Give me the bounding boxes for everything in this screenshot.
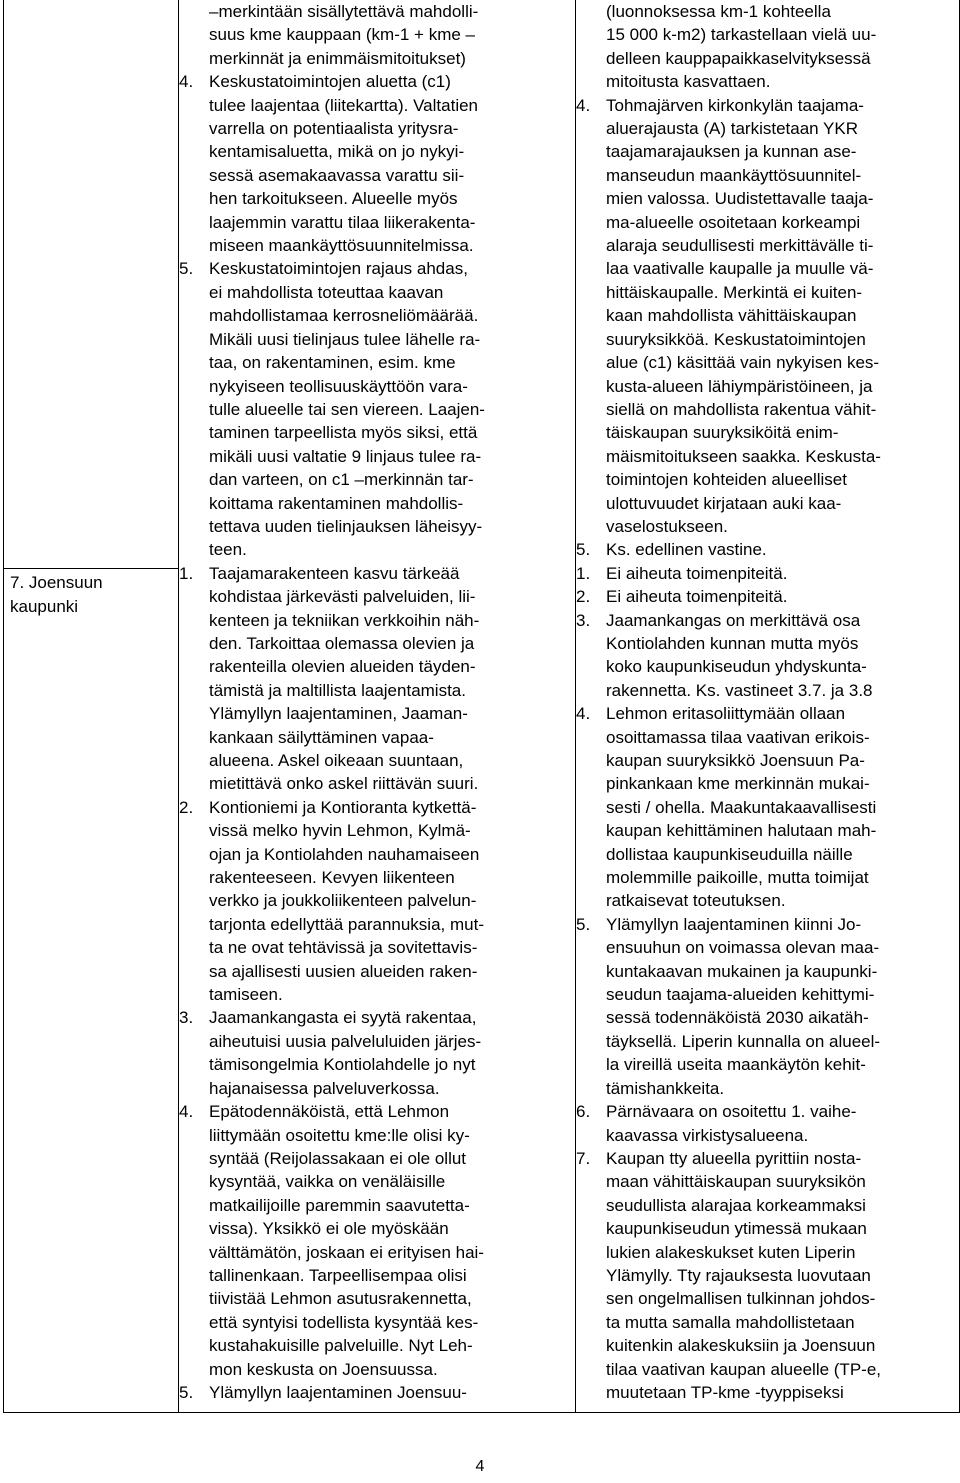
- text-line: [576, 1100, 959, 1123]
- text-line: [179, 187, 575, 210]
- text-line: [576, 1334, 959, 1357]
- line-text: koittama rakentaminen mahdollis-: [209, 493, 464, 513]
- row-label-line2: kaupunki: [10, 597, 79, 616]
- line-text: välttämätön, joskaan ei erityisen hai-: [209, 1242, 484, 1262]
- text-line: [179, 164, 575, 187]
- line-text: Ks. edellinen vastine.: [606, 540, 767, 560]
- text-line: [179, 913, 575, 936]
- text-line: [179, 94, 575, 117]
- line-text: kaavassa virkistysalueena.: [606, 1125, 809, 1145]
- text-line: [576, 1264, 959, 1287]
- response-cell: [576, 0, 960, 1413]
- line-text: kaan mahdollista vähittäiskaupan: [606, 306, 857, 326]
- text-line: [179, 281, 575, 304]
- item-number: 6.: [576, 1102, 591, 1122]
- line-text: kohdistaa järkevästi palveluiden, lii-: [209, 587, 476, 607]
- line-text: kaupan kehittäminen halutaan mah-: [606, 821, 877, 841]
- line-text: Kontiolahden kunnan mutta myös: [606, 633, 859, 653]
- text-line: [179, 328, 575, 351]
- line-text: ojan ja Kontiolahden nauhamaiseen: [209, 844, 480, 864]
- line-text: taa, on rakentaminen, esim. kme: [209, 353, 456, 373]
- text-line: [576, 140, 959, 163]
- text-line: [179, 538, 575, 561]
- text-line: [179, 796, 575, 819]
- line-text: alueena. Askel oikeaan suuntaan,: [209, 751, 464, 770]
- line-text: molemmille paikoille, mutta toimijat: [606, 868, 869, 888]
- text-line: [179, 562, 575, 585]
- line-text: tämistä ja maltillista laajentamista.: [209, 680, 466, 700]
- text-line: [179, 1053, 575, 1076]
- item-number: 2.: [576, 587, 591, 607]
- text-line: [576, 515, 959, 538]
- text-line: [179, 0, 575, 23]
- line-text: kysyntää, vaikka on venäläisille: [209, 1172, 446, 1192]
- line-text: kenteen ja tekniikan verkkoihin näh-: [209, 610, 480, 630]
- text-line: [576, 1147, 959, 1170]
- line-text: syntää (Reijolassakaan ei ole ollut: [209, 1148, 467, 1168]
- line-text: Pärnävaara on osoitettu 1. vaihe-: [606, 1102, 857, 1122]
- line-text: että syntyisi todellista kysyntää kes-: [209, 1312, 479, 1332]
- text-line: [576, 257, 959, 280]
- text-line: [576, 468, 959, 491]
- row-label-line1: 7. Joensuun: [10, 573, 103, 592]
- text-line: [576, 632, 959, 655]
- text-line: [576, 562, 959, 585]
- text-line: [576, 749, 959, 772]
- item-number: 4.: [576, 95, 591, 115]
- line-text: Keskustatoimintojen aluetta (c1): [209, 72, 451, 92]
- line-text: ratkaisevat toteutuksen.: [606, 891, 786, 911]
- text-line: [179, 819, 575, 842]
- line-text: Keskustatoimintojen rajaus ahdas,: [209, 259, 468, 279]
- item-number: 5.: [576, 914, 591, 934]
- text-line: [179, 772, 575, 795]
- statement-cell: [179, 0, 576, 1413]
- line-text: sessä asemakaavassa varattu sii-: [209, 165, 465, 185]
- text-line: [576, 609, 959, 632]
- text-line: [179, 23, 575, 46]
- line-text: aluerajausta (A) tarkistetaan YKR: [606, 119, 858, 139]
- text-line: [576, 1006, 959, 1029]
- text-line: [179, 515, 575, 538]
- line-text: varrella on potentiaalista yritysra-: [209, 119, 459, 139]
- text-line: [576, 936, 959, 959]
- text-line: [576, 679, 959, 702]
- line-text: kusta-alueen lähiympäristöineen, ja: [606, 376, 873, 396]
- text-line: [179, 585, 575, 608]
- line-text: –merkintään sisällytettävä mahdolli-: [209, 2, 479, 21]
- line-text: vissä melko hyvin Lehmon, Kylmä-: [209, 821, 471, 841]
- item-number: 5.: [576, 540, 591, 560]
- text-line: [576, 819, 959, 842]
- line-text: muutetaan TP-kme -tyyppiseksi: [606, 1382, 844, 1402]
- text-line: [179, 936, 575, 959]
- text-line: [179, 1358, 575, 1381]
- text-line: [179, 398, 575, 421]
- line-text: teen.: [209, 540, 247, 560]
- text-line: [576, 1194, 959, 1217]
- line-text: 15 000 k-m2) tarkastellaan vielä uu-: [606, 25, 877, 45]
- text-line: [576, 960, 959, 983]
- text-line: [576, 70, 959, 93]
- line-text: seudullista alarajaa korkeammaksi: [606, 1195, 866, 1215]
- text-line: [179, 843, 575, 866]
- statement-previous-part: [179, 0, 575, 562]
- text-line: [576, 421, 959, 444]
- text-line: [576, 211, 959, 234]
- line-text: mon keskusta on Joensuussa.: [209, 1359, 438, 1379]
- line-text: Taajamarakenteen kasvu tärkeää: [209, 563, 460, 583]
- text-line: [576, 1381, 959, 1404]
- line-text: tiivistää Lehmon asutusrakennetta,: [209, 1289, 472, 1309]
- text-line: [179, 421, 575, 444]
- text-line: [576, 492, 959, 515]
- text-line: [179, 1334, 575, 1357]
- text-line: [576, 1077, 959, 1100]
- line-text: sen ongelmallisen tulkinnan johdos-: [606, 1289, 876, 1309]
- line-text: manseudun maankäyttösuunnitel-: [606, 165, 862, 185]
- line-text: mäismitoitukseen saakka. Keskusta-: [606, 446, 881, 466]
- text-line: [179, 1006, 575, 1029]
- text-line: [576, 281, 959, 304]
- text-line: [179, 375, 575, 398]
- text-line: [576, 1053, 959, 1076]
- response-joensuu: [576, 562, 959, 1405]
- item-number: 1.: [576, 563, 591, 583]
- line-text: mahdollistamaa kerrosneliömäärää.: [209, 306, 479, 326]
- line-text: suus kme kauppaan (km-1 + kme –: [209, 25, 475, 45]
- line-text: aiheutuisi uusia palveluluiden järjes-: [209, 1031, 482, 1051]
- page-number: 4: [475, 1458, 485, 1475]
- text-line: [179, 1217, 575, 1240]
- text-line: [576, 1311, 959, 1334]
- line-text: matkailijoille paremmin saavutetta-: [209, 1195, 470, 1215]
- text-line: [576, 866, 959, 889]
- text-line: [179, 889, 575, 912]
- line-text: tämisongelmia Kontiolahdelle jo nyt: [209, 1055, 476, 1075]
- line-text: delleen kauppapaikkaselvityksessä: [606, 48, 871, 68]
- line-text: tamiseen.: [209, 985, 283, 1005]
- text-line: [576, 164, 959, 187]
- line-text: miseen maankäyttösuunnitelmissa.: [209, 236, 474, 256]
- line-text: seudun taajama-alueiden kehittymi-: [606, 985, 875, 1005]
- text-line: [576, 983, 959, 1006]
- line-text: osoittamassa tilaa vaativan erikois-: [606, 727, 870, 747]
- line-text: Ylämyllyn laajentaminen kiinni Jo-: [606, 914, 862, 934]
- text-line: [179, 1147, 575, 1170]
- text-line: [179, 304, 575, 327]
- line-text: suuryksikköä. Keskustatoimintojen: [606, 329, 866, 349]
- line-text: Ylämyllyn laajentaminen Joensuu-: [209, 1382, 467, 1402]
- text-line: [576, 538, 959, 561]
- text-line: [179, 726, 575, 749]
- line-text: rakenteeseen. Kevyen liikenteen: [209, 868, 455, 888]
- line-text: täiskaupan suuryksiköitä enim-: [606, 423, 839, 443]
- line-text: liittymään osoitettu kme:lle olisi ky-: [209, 1125, 470, 1145]
- line-text: tulee laajentaa (liitekartta). Valtatien: [209, 95, 479, 115]
- line-text: tarjonta edellyttää parannuksia, mut-: [209, 914, 484, 934]
- line-text: Jaamankangas on merkittävä osa: [606, 610, 861, 630]
- line-text: vaselostukseen.: [606, 516, 728, 536]
- line-text: alue (c1) käsittää vain nykyisen kes-: [606, 353, 880, 373]
- text-line: [179, 47, 575, 70]
- line-text: Jaamankangasta ei syytä rakentaa,: [209, 1008, 477, 1028]
- line-text: vissa). Yksikkö ei ole myöskään: [209, 1219, 449, 1239]
- text-line: [576, 1170, 959, 1193]
- line-text: mikäli uusi valtatie 9 linjaus tulee ra-: [209, 446, 482, 466]
- text-line: [179, 1124, 575, 1147]
- text-line: [179, 632, 575, 655]
- line-text: ma-alueelle osoitetaan korkeampi: [606, 212, 861, 232]
- line-text: kaupunkiseudun ytimessä mukaan: [606, 1219, 867, 1239]
- line-text: kuntakaavan mukainen ja kaupunki-: [606, 961, 878, 981]
- text-line: [179, 351, 575, 374]
- line-text: mietittävä onko askel riittävän suuri.: [209, 774, 479, 794]
- line-text: merkinnät ja enimmäismitoitukset): [209, 48, 466, 68]
- text-line: [179, 983, 575, 1006]
- line-text: tettava uuden tielinjauksen läheisyy-: [209, 516, 483, 536]
- item-number: 4.: [576, 704, 591, 724]
- text-line: [179, 70, 575, 93]
- line-text: verkko ja joukkoliikenteen palvelun-: [209, 891, 477, 911]
- line-text: rakennetta. Ks. vastineet 3.7. ja 3.8: [606, 680, 873, 700]
- text-line: [576, 889, 959, 912]
- text-line: [576, 117, 959, 140]
- line-text: kuitenkin alakeskuksiin ja Joensuun: [606, 1336, 876, 1356]
- text-line: [576, 234, 959, 257]
- text-line: [576, 1217, 959, 1240]
- line-text: (luonnoksessa km-1 kohteella: [606, 2, 831, 21]
- line-text: tulle alueelle tai sen viereen. Laajen-: [209, 399, 485, 419]
- text-line: [576, 1358, 959, 1381]
- line-text: Lehmon eritasoliittymään ollaan: [606, 704, 846, 724]
- item-number: 7.: [576, 1148, 591, 1168]
- line-text: tämishankkeita.: [606, 1078, 725, 1098]
- item-number: 3.: [179, 1008, 194, 1028]
- line-text: ta mutta samalla mahdollistetaan: [606, 1312, 855, 1332]
- text-line: [576, 1287, 959, 1310]
- text-line: [576, 304, 959, 327]
- text-line: [179, 1311, 575, 1334]
- item-number: 1.: [179, 563, 194, 583]
- text-line: [576, 796, 959, 819]
- text-line: [179, 1077, 575, 1100]
- text-line: [179, 702, 575, 725]
- line-text: maan vähittäiskaupan suuryksikön: [606, 1172, 866, 1192]
- line-text: kentamisaluetta, mikä on jo nykyi-: [209, 142, 465, 162]
- line-text: kustahakuisille palveluille. Nyt Leh-: [209, 1336, 473, 1356]
- line-text: ensuuhun on voimassa olevan maa-: [606, 938, 880, 958]
- line-text: sessä todennäköistä 2030 aikatäh-: [606, 1008, 869, 1028]
- text-line: [179, 445, 575, 468]
- text-line: [576, 375, 959, 398]
- line-text: tallinenkaan. Tarpeellisempaa olisi: [209, 1265, 467, 1285]
- line-text: den. Tarkoittaa olemassa olevien ja: [209, 633, 475, 653]
- line-text: dollistaa kaupunkiseuduilla näille: [606, 844, 853, 864]
- text-line: [179, 1241, 575, 1264]
- line-text: Ei aiheuta toimenpiteitä.: [606, 563, 788, 583]
- line-text: taminen tarpeellista myös siksi, että: [209, 423, 478, 443]
- line-text: kankaan säilyttäminen vapaa-: [209, 727, 434, 747]
- text-line: [179, 960, 575, 983]
- item-number: 2.: [179, 797, 194, 817]
- text-line: [179, 468, 575, 491]
- line-text: ei mahdollista toteuttaa kaavan: [209, 282, 444, 302]
- text-line: [576, 328, 959, 351]
- item-number: 5.: [179, 1382, 194, 1402]
- response-previous-part: [576, 0, 959, 562]
- text-line: [179, 609, 575, 632]
- line-text: toimintojen kohteiden alueelliset: [606, 470, 847, 490]
- text-line: [576, 351, 959, 374]
- line-text: dan varteen, on c1 –merkinnän tar-: [209, 470, 474, 490]
- item-number: 4.: [179, 72, 194, 92]
- text-line: [179, 492, 575, 515]
- line-text: Ei aiheuta toimenpiteitä.: [606, 587, 788, 607]
- text-line: [576, 913, 959, 936]
- line-text: la vireillä useita maankäytön kehit-: [606, 1055, 866, 1075]
- line-text: hen tarkoitukseen. Alueelle myös: [209, 189, 458, 209]
- line-text: nykyiseen teollisuuskäyttöön vara-: [209, 376, 468, 396]
- line-text: taajamarajauksen ja kunnan ase-: [606, 142, 857, 162]
- line-text: lukien alakeskukset kuten Liperin: [606, 1242, 856, 1262]
- text-line: [576, 772, 959, 795]
- text-line: [576, 655, 959, 678]
- text-line: [179, 749, 575, 772]
- line-text: mien valossa. Uudistettavalle taaja-: [606, 189, 874, 209]
- text-line: [576, 0, 959, 23]
- line-text: rakenteilla olevien alueiden täyden-: [209, 657, 476, 677]
- text-line: [576, 1124, 959, 1147]
- text-line: [179, 1264, 575, 1287]
- line-text: laajemmin varattu tilaa liikerakenta-: [209, 212, 476, 232]
- item-number: 4.: [179, 1102, 194, 1122]
- text-line: [576, 843, 959, 866]
- line-text: täyksellä. Liperin kunnalla on alueel-: [606, 1031, 881, 1051]
- text-line: [179, 1287, 575, 1310]
- text-line: [179, 1100, 575, 1123]
- text-line: [576, 47, 959, 70]
- line-text: hajanaisessa palveluverkossa.: [209, 1078, 440, 1098]
- line-text: Mikäli uusi tielinjaus tulee lähelle ra-: [209, 329, 481, 349]
- text-line: [576, 726, 959, 749]
- text-line: [179, 1030, 575, 1053]
- line-text: kaupan suuryksikkö Joensuun Pa-: [606, 751, 865, 770]
- line-text: Ylämylly. Tty rajauksesta luovutaan: [606, 1265, 871, 1285]
- comment-table: [3, 0, 960, 1413]
- text-line: [576, 398, 959, 421]
- statement-joensuu: [179, 562, 575, 1405]
- text-line: [179, 1194, 575, 1217]
- text-line: [179, 140, 575, 163]
- line-text: siellä on mahdollista rakentua vähit-: [606, 399, 877, 419]
- text-line: [179, 234, 575, 257]
- text-line: [576, 1241, 959, 1264]
- line-text: Epätodennäköistä, että Lehmon: [209, 1102, 450, 1122]
- line-text: hittäiskaupalle. Merkintä ei kuiten-: [606, 282, 863, 302]
- item-number: 3.: [576, 610, 591, 630]
- line-text: sa ajallisesti uusien alueiden raken-: [209, 961, 478, 981]
- text-line: [179, 1170, 575, 1193]
- text-line: [179, 1381, 575, 1404]
- text-line: [179, 866, 575, 889]
- row-label-cell-prev: [4, 0, 179, 569]
- line-text: koko kaupunkiseudun yhdyskunta-: [606, 657, 867, 677]
- text-line: [576, 94, 959, 117]
- text-line: [179, 211, 575, 234]
- text-line: [179, 117, 575, 140]
- text-line: [576, 585, 959, 608]
- line-text: Kaupan tty alueella pyrittiin nosta-: [606, 1148, 862, 1168]
- line-text: Tohmajärven kirkonkylän taajama-: [606, 95, 864, 115]
- text-line: [179, 257, 575, 280]
- row-label-cell: [4, 569, 179, 1413]
- line-text: alaraja seudullisesti merkittävälle ti-: [606, 236, 874, 256]
- text-line: [179, 679, 575, 702]
- line-text: Kontioniemi ja Kontioranta kytkettä-: [209, 797, 477, 817]
- text-line: [576, 445, 959, 468]
- line-text: pinkankaan kme merkinnän mukai-: [606, 774, 870, 794]
- line-text: tilaa vaativan kaupan alueelle (TP-e,: [606, 1359, 881, 1379]
- line-text: ulottuvuudet kirjataan auki kaa-: [606, 493, 842, 513]
- text-line: [576, 23, 959, 46]
- line-text: mitoitusta kasvattaen.: [606, 72, 771, 92]
- text-line: [179, 655, 575, 678]
- text-line: [576, 702, 959, 725]
- line-text: Ylämyllyn laajentaminen, Jaaman-: [209, 704, 468, 724]
- item-number: 5.: [179, 259, 194, 279]
- text-line: [576, 187, 959, 210]
- line-text: sesti / ohella. Maakuntakaavallisesti: [606, 797, 877, 817]
- text-line: [576, 1030, 959, 1053]
- line-text: ta ne ovat tehtävissä ja sovitettavis-: [209, 938, 478, 958]
- line-text: laa vaativalle kaupalle ja muulle vä-: [606, 259, 874, 279]
